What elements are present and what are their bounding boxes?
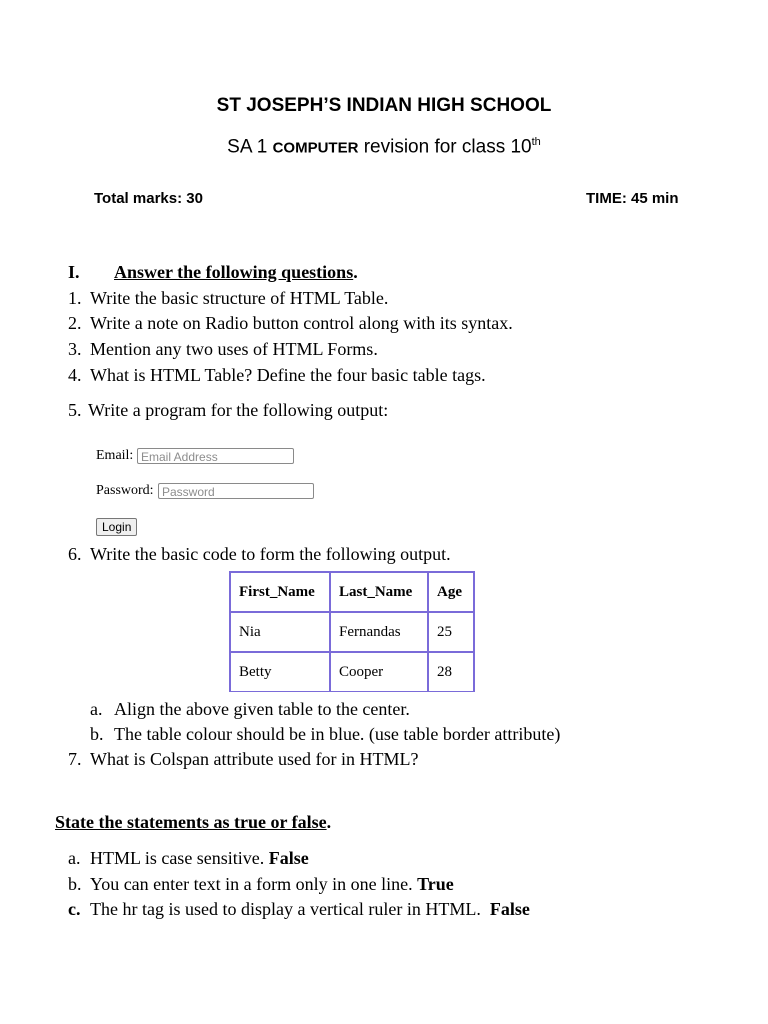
question-number: 7.: [68, 749, 82, 769]
paper-subtitle: [0, 136, 768, 158]
subtitle-superscript: th: [531, 136, 541, 148]
email-field: Email Address: [137, 448, 294, 464]
table-header-cell: First_Name: [230, 572, 330, 612]
section-2-heading: [45, 812, 331, 833]
subtitle-suffix: revision for class 10: [358, 136, 532, 158]
question-number: 5.: [68, 400, 82, 420]
section-1-heading: [68, 262, 358, 283]
table-header-row: [230, 572, 474, 612]
sub-item-text: The table colour should be in blue. (use table border attribute): [114, 724, 561, 744]
question-text: Write the basic code to form the following output.: [90, 544, 451, 564]
item-text: You can enter text in a form only in one line.: [90, 874, 418, 894]
sample-table: [229, 571, 475, 692]
question-text: Write the basic structure of HTML Table.: [90, 288, 389, 308]
question-number: 2.: [68, 313, 82, 333]
question-3: [68, 339, 378, 360]
section-2-punct: .: [326, 812, 332, 832]
table-cell: 28: [428, 652, 474, 692]
sub-item-b: [90, 724, 560, 745]
item-answer: False: [268, 848, 309, 868]
school-name: ST JOSEPH’S INDIAN HIGH SCHOOL: [216, 95, 552, 116]
table-header-cell: Age: [428, 572, 474, 612]
table-cell: 25: [428, 612, 474, 652]
table-cell: Betty: [230, 652, 330, 692]
true-false-b: [68, 874, 454, 895]
question-text: Write a note on Radio button control along with its syntax.: [90, 313, 513, 333]
table-header-cell: Last_Name: [330, 572, 428, 612]
password-label: Password:: [96, 483, 154, 498]
item-letter: b.: [68, 874, 82, 894]
question-4: [68, 365, 486, 386]
item-text: HTML is case sensitive.: [90, 848, 269, 868]
true-false-c: [68, 899, 530, 920]
item-letter: a.: [68, 848, 81, 868]
section-1-punct: .: [353, 262, 358, 282]
question-6: [68, 544, 451, 565]
question-text: Write a program for the following output:: [88, 400, 389, 420]
exam-time: TIME: 45 min: [586, 190, 679, 207]
sub-item-a: [90, 699, 410, 720]
table-row: [230, 612, 474, 652]
question-number: 3.: [68, 339, 82, 359]
question-text: Mention any two uses of HTML Forms.: [90, 339, 378, 359]
sample-login-form: [96, 440, 326, 540]
question-number: 1.: [68, 288, 82, 308]
table-cell: Fernandas: [330, 612, 428, 652]
question-text: What is HTML Table? Define the four basic table tags.: [90, 365, 486, 385]
item-answer: False: [489, 899, 530, 919]
question-7: [68, 749, 418, 770]
sub-item-letter: b.: [90, 724, 104, 744]
sub-item-letter: a.: [90, 699, 103, 719]
item-letter: c.: [68, 899, 81, 919]
subtitle-subject: COMPUTER: [272, 139, 359, 157]
table-cell: Cooper: [330, 652, 428, 692]
email-label: Email:: [96, 448, 134, 463]
section-1-numeral: I.: [68, 262, 80, 282]
item-answer: True: [417, 874, 454, 894]
subtitle-prefix: SA 1: [227, 136, 273, 158]
password-field: Password: [158, 483, 314, 499]
true-false-a: [68, 848, 309, 869]
table-cell: Nia: [230, 612, 330, 652]
question-number: 6.: [68, 544, 82, 564]
item-text: The hr tag is used to display a vertical ruler in HTML.: [90, 899, 490, 919]
question-2: [68, 313, 513, 334]
section-1-title: Answer the following questions: [114, 262, 354, 282]
sub-item-text: Align the above given table to the center.: [114, 699, 410, 719]
question-5: [68, 400, 388, 421]
question-number: 4.: [68, 365, 82, 385]
table-row: [230, 652, 474, 692]
total-marks: Total marks: 30: [94, 190, 203, 207]
section-2-title: State the statements as true or false: [55, 812, 327, 832]
question-text: What is Colspan attribute used for in HTML?: [90, 749, 419, 769]
login-button: Login: [96, 518, 137, 536]
question-1: [68, 288, 388, 309]
